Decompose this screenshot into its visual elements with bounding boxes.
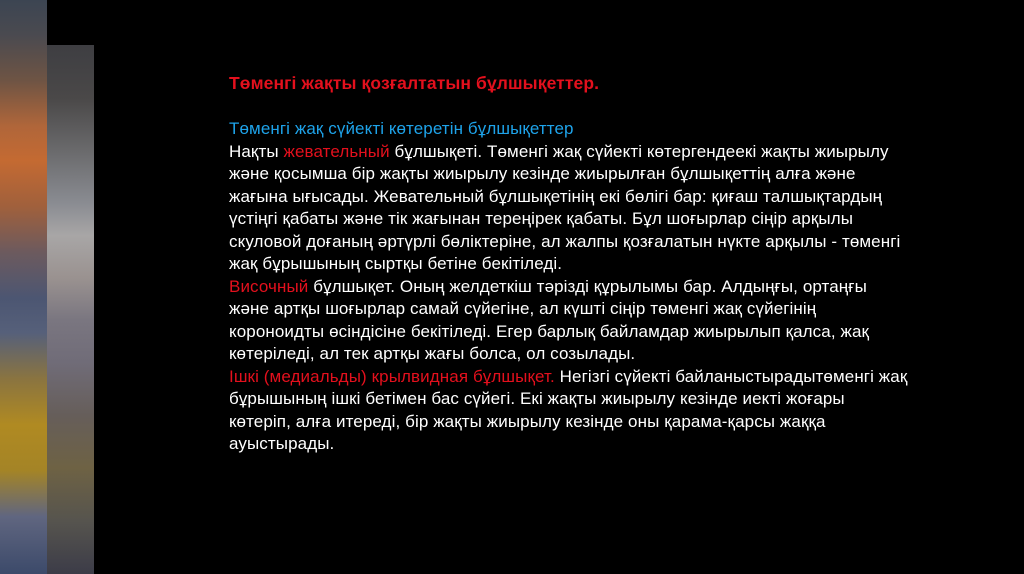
term-masseter: жевательный (283, 141, 390, 161)
paragraph-masseter-text: бұлшықеті. Төменгі жақ сүйекті көтергендеекі жақты жиырылу және қосымша бір жақты жиырылу кезінде жиырылған бұлшықеттің алға және жағына ығысады. Жевательный бұлшықетінің екі бөлігі бар: қиғаш талшықтардың үстіңгі қабаты және тік жағынан тереңірек қабаты. Бұл шоғырлар сіңір арқылы скуловой доғаның әртүрлі бөліктеріне, ал жалпы қозғалатын нүкте арқылы - төменгі жақ бұрышының сыртқы бетіне бекітіледі. (229, 141, 901, 273)
term-temporal: Височный (229, 276, 309, 296)
paragraph-pterygoid-text: Негізгі сүйекті байланыстырадытөменгі жақ бұрышының ішкі бетімен бас сүйегі. Екі жақты жиырылу кезінде иекті жоғары көтеріп, алға итереді, бір жақты жиырылу кезінде оны қарама-қарсы жаққа ауыстырады. (229, 366, 908, 453)
decorative-gradient-strip-outer (0, 0, 47, 574)
decorative-gradient-strip-inner (47, 45, 94, 574)
paragraph-masseter (229, 141, 909, 276)
term-medial-pterygoid: Ішкі (медиальды) крылвидная бұлшықет. (229, 366, 555, 386)
slide-title: Төменгі жақты қозғалтатын бұлшықеттер. (229, 73, 600, 93)
paragraph-temporal-text: бұлшықет. Оның желдеткіш тәрізді құрылымы бар. Алдыңғы, ортаңғы және артқы шоғырлар самай сүйегіне, ал күшті сіңір төменгі жақ сүйегінің короноидты өсіндісіне бекітіледі. Егер барлық байламдар жиырылып қалса, жақ көтеріледі, ал тек артқы жағы болса, ол созылады. (229, 276, 870, 363)
paragraph-masseter-pre: Нақты (229, 141, 284, 161)
paragraph-temporal (229, 276, 909, 366)
slide-content (229, 70, 909, 456)
paragraph-pterygoid (229, 366, 909, 456)
section-subheading: Төменгі жақ сүйекті көтеретін бұлшықеттер (229, 119, 574, 138)
